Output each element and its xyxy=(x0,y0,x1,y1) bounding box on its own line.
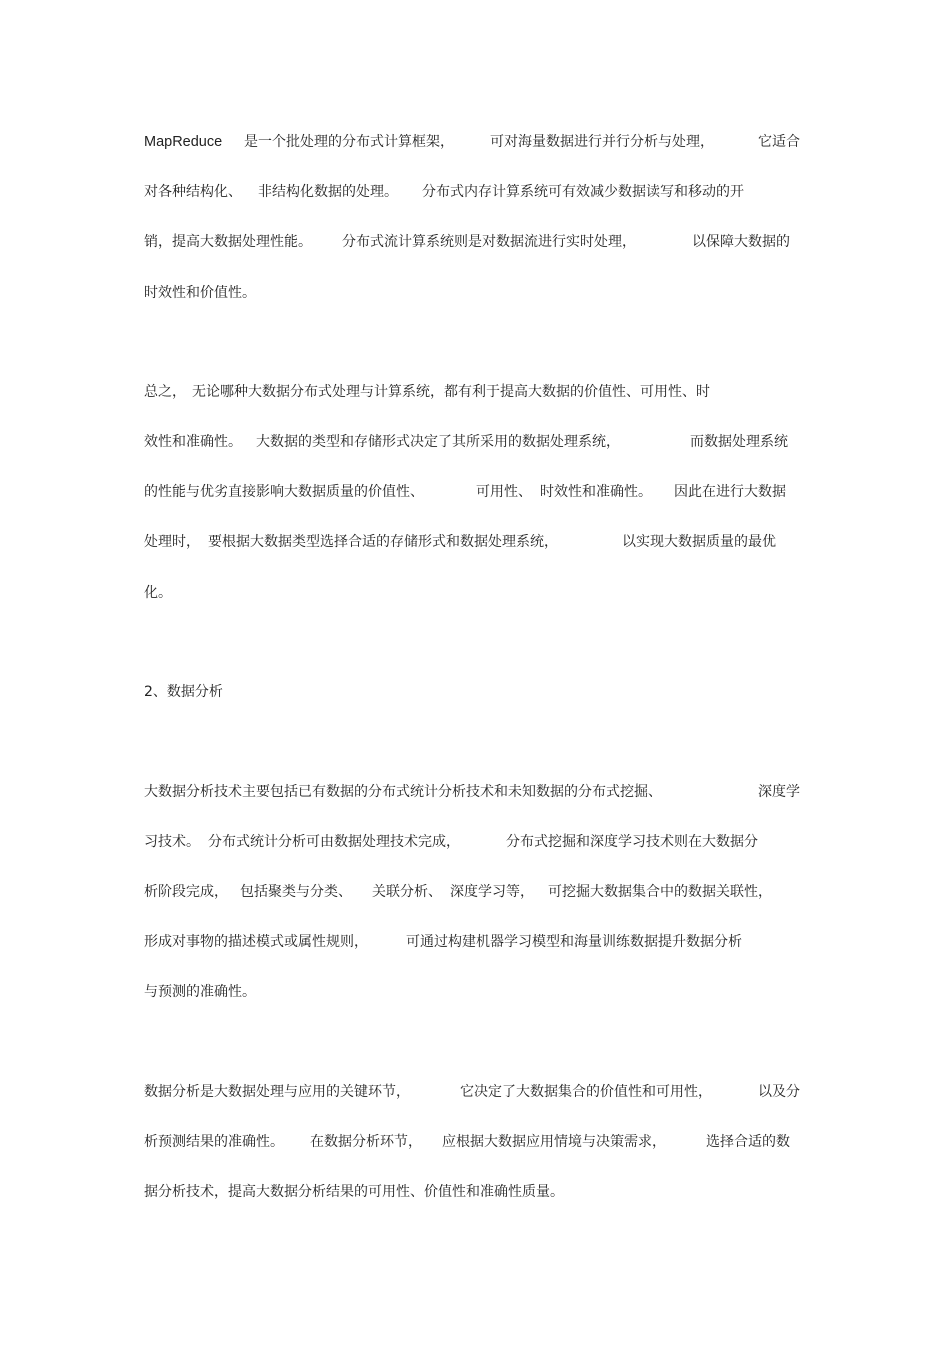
text-segment: 销，提高大数据处理性能。 xyxy=(144,234,312,250)
text-line xyxy=(144,281,824,305)
text-line xyxy=(144,980,824,1004)
text-segment: 分布式统计分析可由数据处理技术完成， xyxy=(208,834,460,850)
text-segment: 在数据分析环节， xyxy=(310,1134,422,1150)
text-segment: 它决定了大数据集合的价值性和可用性， xyxy=(460,1084,712,1100)
text-segment: 分布式流计算系统则是对数据流进行实时处理， xyxy=(342,234,636,250)
text-line xyxy=(144,380,824,404)
text-segment: 要根据大数据类型选择合适的存储形式和数据处理系统， xyxy=(208,534,558,550)
text-segment: 它适合 xyxy=(758,134,800,150)
text-segment: 深度学习等， xyxy=(450,884,534,900)
text-line xyxy=(144,880,824,904)
text-segment: 数据分析是大数据处理与应用的关键环节， xyxy=(144,1084,410,1100)
text-segment: 据分析技术，提高大数据分析结果的可用性、价值性和准确性质量。 xyxy=(144,1184,564,1200)
text-segment: 分布式挖掘和深度学习技术则在大数据分 xyxy=(506,834,758,850)
text-line xyxy=(144,530,824,554)
text-segment: 时效性和价值性。 xyxy=(144,285,256,301)
text-segment: 大数据分析技术主要包括已有数据的分布式统计分析技术和未知数据的分布式挖掘、 xyxy=(144,784,662,800)
text-segment: 大数据的类型和存储形式决定了其所采用的数据处理系统， xyxy=(256,434,620,450)
text-segment: 非结构化数据的处理。 xyxy=(258,184,398,200)
text-segment: 选择合适的数 xyxy=(706,1134,790,1150)
text-segment: 以实现大数据质量的最优 xyxy=(622,534,776,550)
text-segment: 对各种结构化、 xyxy=(144,184,242,200)
text-line xyxy=(144,430,824,454)
text-line xyxy=(144,1180,824,1204)
text-segment: 时效性和准确性。 xyxy=(540,484,652,500)
text-segment: 2、数据分析 xyxy=(144,684,223,700)
text-line xyxy=(144,480,824,504)
text-segment: 因此在进行大数据 xyxy=(674,484,786,500)
text-segment: 无论哪种大数据分布式处理与计算系统，都有利于提高大数据的价值性、可用性、时 xyxy=(192,384,710,400)
text-segment: 化。 xyxy=(144,585,172,601)
text-segment: 处理时， xyxy=(144,534,200,550)
text-segment: 是一个批处理的分布式计算框架， xyxy=(244,134,454,150)
text-segment: 可用性、 xyxy=(476,484,532,500)
text-segment: 总之， xyxy=(144,384,186,400)
text-segment: 可挖掘大数据集合中的数据关联性， xyxy=(548,884,772,900)
text-line xyxy=(144,581,824,605)
text-segment: 与预测的准确性。 xyxy=(144,984,256,1000)
text-segment: 的性能与优劣直接影响大数据质量的价值性、 xyxy=(144,484,424,500)
text-line xyxy=(144,130,824,154)
text-line xyxy=(144,180,824,204)
text-segment: 深度学 xyxy=(758,784,800,800)
text-line xyxy=(144,830,824,854)
text-segment: 可通过构建机器学习模型和海量训练数据提升数据分析 xyxy=(406,934,742,950)
text-segment: 效性和准确性。 xyxy=(144,434,242,450)
text-segment: 以保障大数据的 xyxy=(692,234,790,250)
text-segment: 以及分 xyxy=(758,1084,800,1100)
text-segment: 而数据处理系统 xyxy=(690,434,788,450)
text-segment: 习技术。 xyxy=(144,834,200,850)
text-line xyxy=(144,1080,824,1104)
text-segment: 可对海量数据进行并行分析与处理， xyxy=(490,134,714,150)
text-line xyxy=(144,230,824,254)
text-line xyxy=(144,1130,824,1154)
text-segment: 关联分析、 xyxy=(372,884,442,900)
text-line xyxy=(144,930,824,954)
text-segment: 形成对事物的描述模式或属性规则， xyxy=(144,934,368,950)
text-line xyxy=(144,780,824,804)
text-segment: 析预测结果的准确性。 xyxy=(144,1134,284,1150)
text-segment: 包括聚类与分类、 xyxy=(240,884,352,900)
text-segment: MapReduce xyxy=(144,134,223,150)
text-segment: 分布式内存计算系统可有效减少数据读写和移动的开 xyxy=(422,184,744,200)
text-segment: 析阶段完成， xyxy=(144,884,228,900)
text-segment: 应根据大数据应用情境与决策需求， xyxy=(442,1134,666,1150)
section-heading xyxy=(144,680,824,704)
